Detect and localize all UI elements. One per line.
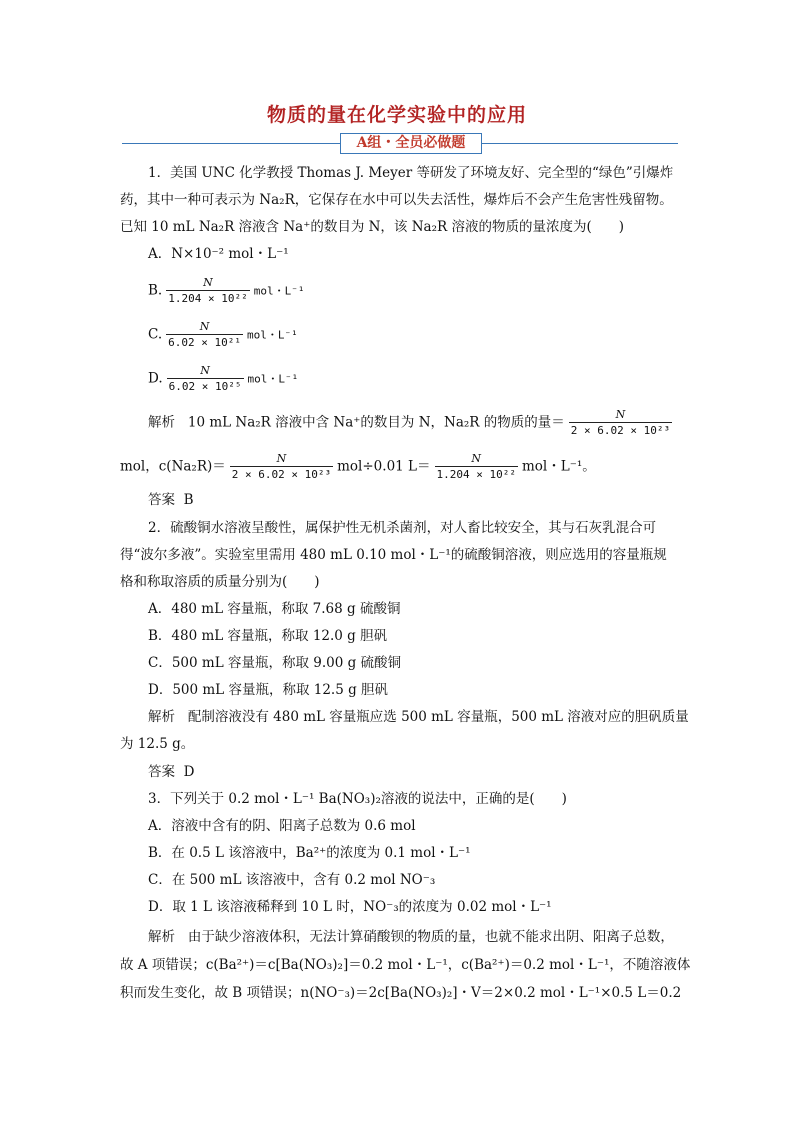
q1-answer (148, 491, 194, 509)
q3-option-d: D．取 1 L 该溶液稀释到 10 L 时，NO⁻₃的浓度为 0.02 mol・L⁻¹ (148, 899, 552, 915)
q1-analysis-line-1 (148, 408, 676, 438)
fraction (166, 320, 243, 350)
q1-option-a: A．N×10⁻² mol・L⁻¹ (148, 246, 289, 262)
analysis-label: 解析 (148, 929, 175, 945)
fraction-denominator: 6.02 × 10²¹ (168, 336, 241, 349)
fraction (230, 452, 333, 482)
q3-option-b: B．在 0.5 L 该溶液中，Ba²⁺的浓度为 0.1 mol・L⁻¹ (148, 845, 471, 861)
analysis-text: mol・L⁻¹。 (521, 458, 596, 475)
q1-option-d (148, 364, 298, 394)
q2-stem-line-3: 格和称取溶质的质量分别为( ) (120, 574, 320, 590)
option-prefix: D. (148, 370, 163, 387)
fraction (166, 276, 249, 306)
fraction-numerator: N (203, 276, 213, 289)
analysis-label: 解析 (148, 709, 175, 725)
q1-analysis-line-2 (120, 452, 596, 482)
q3-option-c: C．在 500 mL 该溶液中，含有 0.2 mol NO⁻₃ (148, 872, 436, 888)
unit: mol・L⁻¹ (247, 372, 299, 386)
answer-label: 答案 (148, 764, 175, 780)
fraction-denominator: 2 × 6.02 × 10²³ (570, 424, 671, 437)
q1-stem-line-2: 药，其中一种可表示为 Na₂R，它保存在水中可以失去活性，爆炸后不会产生危害性残留物。 (120, 192, 673, 208)
q3-stem-line-1: 3．下列关于 0.2 mol・L⁻¹ Ba(NO₃)₂溶液的说法中，正确的是( ) (148, 791, 567, 807)
fraction-denominator: 6.02 × 10²⁵ (168, 380, 242, 393)
fraction-numerator: N (276, 452, 287, 465)
fraction-numerator: N (200, 364, 210, 377)
fraction-numerator: N (471, 452, 482, 465)
fraction-denominator: 1.204 × 10²² (436, 468, 516, 481)
analysis-text: mol÷0.01 L＝ (337, 458, 431, 475)
q3-option-a: A．溶液中含有的阴、阳离子总数为 0.6 mol (148, 818, 416, 834)
q2-analysis-line-2: 为 12.5 g。 (120, 736, 195, 752)
q1-stem-line-1: 1．美国 UNC 化学教授 Thomas J. Meyer 等研发了环境友好、完全型的“绿色”引爆炸 (148, 165, 674, 181)
analysis-text: 配制溶液没有 480 mL 容量瓶应选 500 mL 容量瓶，500 mL 溶液对应的胆矾质量 (187, 709, 689, 725)
answer-value: B (183, 492, 194, 508)
fraction-numerator: N (615, 408, 626, 421)
page-title: 物质的量在化学实验中的应用 (266, 104, 527, 126)
q2-option-a: A．480 mL 容量瓶，称取 7.68 g 硫酸铜 (148, 601, 401, 617)
q1-option-c (148, 320, 298, 350)
q2-option-c: C．500 mL 容量瓶，称取 9.00 g 硫酸铜 (148, 655, 402, 671)
q2-answer (148, 763, 194, 781)
q2-stem-line-2: 得“波尔多液”。实验室里需用 480 mL 0.10 mol・L⁻¹的硫酸铜溶液，则应选用的容量瓶规 (120, 547, 667, 563)
analysis-text: 10 mL Na₂R 溶液中含 Na⁺的数目为 N，Na₂R 的物质的量＝ (187, 414, 565, 431)
q2-stem-line-1: 2．硫酸铜水溶液呈酸性，属保护性无机杀菌剂，对人畜比较安全，其与石灰乳混合可 (148, 520, 657, 536)
answer-label: 答案 (148, 492, 175, 508)
analysis-text: mol，c(Na₂R)＝ (120, 458, 226, 475)
analysis-text: 由于缺少溶液体积，无法计算硝酸钡的物质的量，也就不能求出阴、阳离子总数， (187, 929, 674, 945)
q2-option-b: B．480 mL 容量瓶，称取 12.0 g 胆矾 (148, 628, 388, 644)
analysis-label: 解析 (148, 414, 175, 431)
fraction-denominator: 1.204 × 10²² (168, 292, 248, 305)
fraction-denominator: 2 × 6.02 × 10²³ (231, 468, 332, 481)
q2-analysis-line-1 (148, 708, 689, 726)
q1-stem-line-3: 已知 10 mL Na₂R 溶液含 Na⁺的数目为 N，该 Na₂R 溶液的物质的量浓度为( ) (120, 219, 624, 235)
option-prefix: C. (148, 326, 163, 343)
fraction (569, 408, 672, 438)
group-badge: A组・全员必做题 (340, 133, 482, 154)
fraction (167, 364, 244, 394)
unit: mol・L⁻¹ (253, 284, 305, 298)
q2-option-d: D．500 mL 容量瓶，称取 12.5 g 胆矾 (148, 682, 389, 698)
q3-analysis-line-1 (148, 928, 674, 946)
option-prefix: B. (148, 282, 163, 299)
answer-value: D (183, 764, 195, 780)
fraction (435, 452, 518, 482)
fraction-numerator: N (199, 320, 210, 333)
q3-analysis-line-3: 积而发生变化，故 B 项错误；n(NO⁻₃)＝2c[Ba(NO₃)₂]・V＝2×0.2 mol・L⁻¹×0.5 L＝0.2 (120, 985, 682, 1001)
unit: mol・L⁻¹ (247, 328, 298, 342)
q1-option-b (148, 276, 304, 306)
q3-analysis-line-2: 故 A 项错误；c(Ba²⁺)＝c[Ba(NO₃)₂]＝0.2 mol・L⁻¹，c(Ba²⁺)＝0.2 mol・L⁻¹，不随溶液体 (120, 957, 691, 973)
